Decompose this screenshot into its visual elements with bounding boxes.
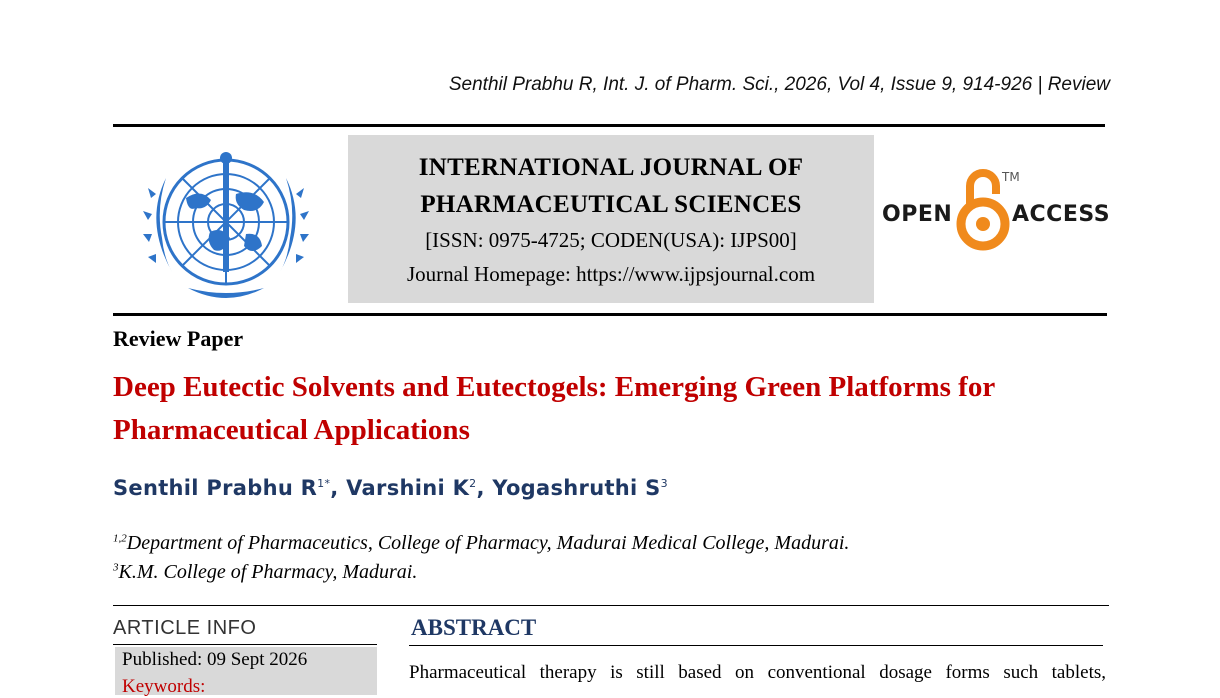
author-affiliation-mark: 2 <box>469 477 477 490</box>
author-list <box>113 476 668 500</box>
article-info-heading: ARTICLE INFO <box>113 617 257 639</box>
keywords-label: Keywords: <box>122 676 206 697</box>
journal-title-line2: PHARMACEUTICAL SCIENCES <box>420 191 802 218</box>
affiliation-mark: 1,2 <box>113 532 127 545</box>
abstract-rule <box>409 645 1103 646</box>
author-separator: , <box>330 476 347 500</box>
header-rule-bottom <box>113 313 1107 316</box>
author-separator: , <box>476 476 493 500</box>
author-affiliation-mark: 3 <box>660 477 668 490</box>
author-name: Senthil Prabhu R <box>113 476 318 500</box>
open-access-logo <box>878 162 1111 254</box>
citation-header: Senthil Prabhu R, Int. J. of Pharm. Sci., 2026, Vol 4, Issue 9, 914-926 | Review <box>448 74 1110 95</box>
article-info-rule <box>113 644 377 645</box>
abstract-text: Pharmaceutical therapy is still based on conventional dosage forms such tablets, <box>409 662 1106 683</box>
journal-info-box <box>348 135 874 303</box>
affiliation <box>113 561 417 584</box>
open-access-open-text: OPEN <box>882 202 953 227</box>
abstract-heading: ABSTRACT <box>411 615 537 640</box>
header-rule-top <box>113 124 1105 127</box>
author-name: Yogashruthi S <box>492 476 661 500</box>
published-date: Published: 09 Sept 2026 <box>122 649 308 670</box>
affiliation-text: K.M. College of Pharmacy, Madurai. <box>118 561 418 583</box>
section-divider <box>113 605 1109 606</box>
trademark-mark: TM <box>1002 170 1020 184</box>
open-access-access-text: ACCESS <box>1012 202 1111 227</box>
paper-title: Deep Eutectic Solvents and Eutectogels: Emerging Green Platforms for Pharmaceutical Applications <box>113 371 995 446</box>
affiliation <box>113 532 849 555</box>
journal-issn: [ISSN: 0975-4725; CODEN(USA): IJPS00] <box>425 228 797 252</box>
un-emblem-logo <box>126 138 326 308</box>
author-affiliation-mark: 1* <box>317 477 331 490</box>
affiliation-mark: 3 <box>113 561 119 574</box>
affiliation-text: Department of Pharmaceutics, College of Pharmacy, Madurai Medical College, Madurai. <box>126 532 850 554</box>
journal-homepage: Journal Homepage: https://www.ijpsjournal.com <box>406 262 816 286</box>
journal-title-line1: INTERNATIONAL JOURNAL OF <box>418 154 804 181</box>
journal-title <box>348 149 874 223</box>
article-type-label: Review Paper <box>113 326 244 351</box>
author-name: Varshini K <box>346 476 470 500</box>
